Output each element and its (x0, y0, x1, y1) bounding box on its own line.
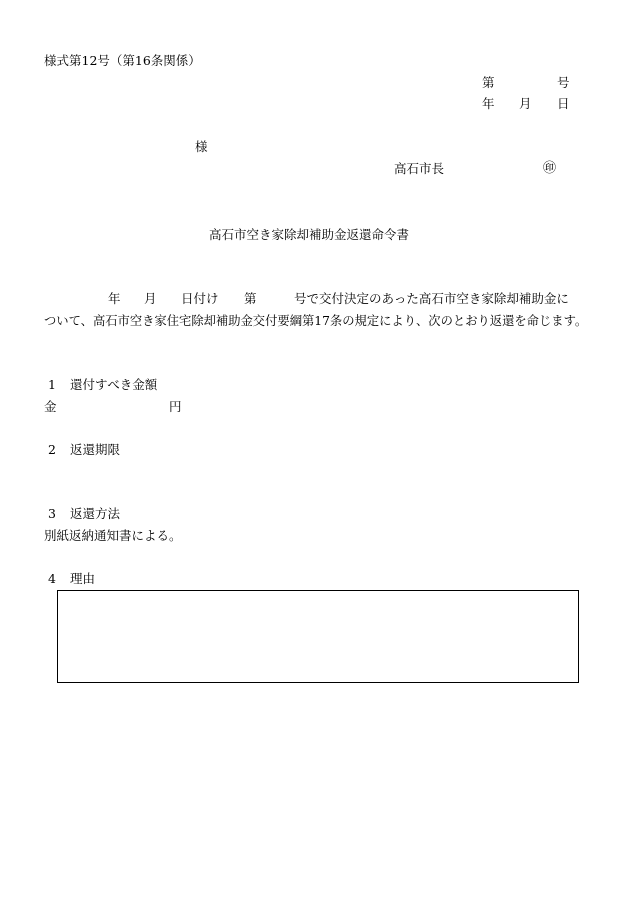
doc-number-prefix: 第 (482, 75, 495, 90)
body-dai-label: 第 (244, 291, 257, 306)
section-1-title: 還付すべき金額 (70, 377, 158, 392)
date-day-label: 日 (557, 96, 570, 111)
section-4-number: 4 (48, 571, 56, 586)
date-month-label: 月 (519, 96, 532, 111)
seal-mark-icon: ㊞ (543, 161, 557, 176)
document-title: 高石市空き家除却補助金返還命令書 (209, 227, 410, 242)
addressee-honorific: 様 (195, 139, 208, 154)
section-1-number: 1 (48, 377, 56, 392)
body-month-label: 月 (144, 291, 157, 306)
body-year-label: 年 (108, 291, 121, 306)
amount-prefix: 金 (44, 399, 57, 414)
section-2-title: 返還期限 (70, 442, 121, 457)
section-3-number: 3 (48, 506, 56, 521)
body-dated-label: 日付け (181, 291, 219, 306)
amount-unit: 円 (169, 399, 182, 414)
section-2-number: 2 (48, 442, 56, 457)
return-method-text: 別紙返納通知書による。 (44, 528, 182, 543)
issuer-title: 高石市長 (394, 161, 445, 176)
form-number-label: 様式第12号（第16条関係） (44, 53, 201, 68)
reason-box (57, 590, 579, 683)
doc-number-suffix: 号 (557, 75, 570, 90)
body-line1-text: 号で交付決定のあった高石市空き家除却補助金に (294, 291, 569, 306)
section-3-title: 返還方法 (70, 506, 121, 521)
section-4-title: 理由 (70, 571, 96, 586)
date-year-label: 年 (482, 96, 495, 111)
body-line2-text: ついて、高石市空き家住宅除却補助金交付要綱第17条の規定により、次のとおり返還を命じます。 (44, 314, 588, 328)
